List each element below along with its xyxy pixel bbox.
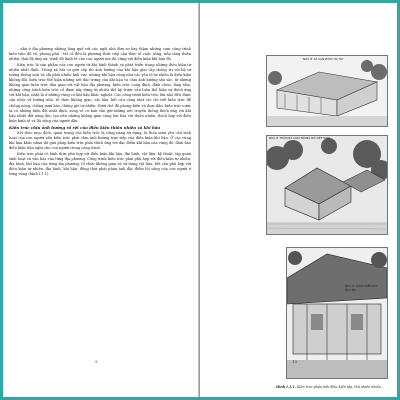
- figure-top-label: NHÀ Ở XÃ VẠN PHÚC HÀ TÂY: [303, 57, 344, 61]
- left-page-text: [9, 47, 191, 178]
- closing-paragraph: Kiến trúc phải có hình thức phù hợp với điều kiện khí hậu, địa hình, vật liệu, kỹ thuật, tập quán sinh hoạt và văn hóa của từng địa phương. Công trình kiến trúc phải phù hợp với điều kiện tự nhiên, địa hình, khí hậu của từng địa phương, tổ chức không gian và sử dụng vật liệu, kết cấu phù hợp với điều kiện tự nhiên, địa hình, khí hậu, đồng thời phải phản ánh đặc điểm lối sống của con người ở từng vùng (hình I.1.1).: [9, 151, 191, 177]
- figure-middle-village-sketch: [266, 135, 388, 235]
- village-sketch: [267, 136, 387, 234]
- figure-caption: [276, 385, 396, 389]
- figure-middle-label: NHÀ Ở THÔN BÁ CỤM TRUNG BỘ VIỆT NAM: [269, 136, 330, 140]
- mountain-house-sketch: [287, 248, 387, 378]
- figure-bottom-house-sketch: [286, 247, 388, 379]
- figure-caption-number: Hình I.1.1.: [276, 385, 296, 389]
- section-paragraph: Xét theo mục đích, quan trọng của kiến trúc là công năng sử dụng, là thỏa mãn yêu cầu sinh hoạt của con người nên kiến trúc phải chịu ảnh hưởng trực tiếp của điều kiện khí hậu. Ở các vùng khí hậu khác nhau thì giải pháp kiến trúc phải thích ứng với đặc điểm khí hậu của vùng đó, đảm bảo điều kiện tiện nghi cho con người trong công trình.: [9, 131, 191, 151]
- book-spread: [3, 3, 397, 397]
- figure-caption-text: Kiến trúc phản ánh điều kiện tập, thủ nhiên nhiều...: [296, 385, 384, 389]
- left-page: [3, 3, 199, 397]
- house-sketch-1: [267, 56, 387, 126]
- right-page-number: 10: [292, 359, 298, 364]
- section-heading: Kiến trúc chịu ảnh hưởng rõ rệt của điều kiện thiên nhiên và khí hậu: [9, 124, 161, 130]
- right-page: [200, 3, 397, 397]
- figure-top-house-sketch: [266, 55, 388, 127]
- main-paragraph: Kiến trúc là sản phẩm của con người từ khi hình thành và phát triển trong những điều kiện tự nhiên nhất định. Trong xã hội cơ giới cấp thì ảnh hưởng của khí hậu giai cấp thống trị với hệ tư tưởng thống soái và chi phối nhiều lĩnh vực, nhưng khí hậu cũng như các yếu tố tự nhiên là điều kiện không đổi, kiến trúc thể hiện những nét đặc trưng của khí hậu và chịu ảnh hưởng sâu sắc, từ những không gian kiến trúc dân gian với vật liệu địa phương, kiến trúc cung đình, đình chùa, lăng tẩm, những công trình kiến trúc cổ được xây dựng từ nhiều thế kỷ trước vẫn luôn thể hiện sự thích ứng với khí hậu, nhất là ở những vùng có khí hậu khắc nghiệt. Các công trình kiến trúc lớn nhỏ đều được cân nhắc về hướng nhà, tổ chức không gian, vật liệu, kết cấu cũng như các chi tiết kiến trúc để chống nóng, chống mưa bão, thông gió tự nhiên. Dưới chế độ phong kiến và thực dân, kiến trúc nước ta có những biến đổi nhất định, song về cơ bản vẫn giữ những nét truyền thống thích ứng với khí hậu nhiệt đới nóng ẩm, tạo nên những không gian sống hài hòa với thiên nhiên, thích hợp với điều kiện kinh tế và lối sống của người dân.: [9, 62, 191, 123]
- figure-bottom-label: NHÀ Ở VÙNG MIỀN NÚI BẮC BỘ: [345, 284, 378, 292]
- left-page-number: 9: [95, 359, 98, 364]
- intro-paragraph: ...nhà ở địa phương những làng quê với các ngôi nhà đơn sơ hay thậm những cụm công trình kiến trúc đô vộ, phong phú - tất cả đều là phương thức tiếp cận thực tế cuộc sống, tiễn tảng thiên nhiên, thái độ ứng xử, trình độ kinh tế của con người nơi đó, từng với điều kiện khí hậu đó.: [9, 47, 191, 62]
